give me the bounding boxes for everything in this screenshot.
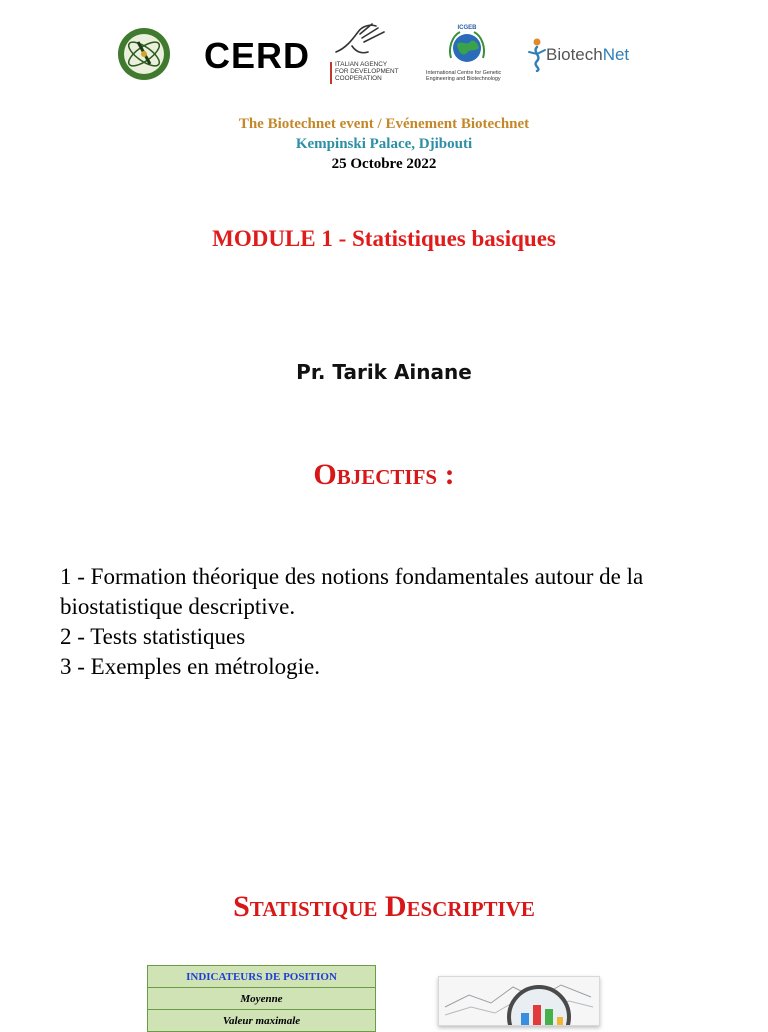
module-title: MODULE 1 - Statistiques basiques xyxy=(212,226,556,251)
italian-agency-logo: ITALIAN AGENCY FOR DEVELOPMENT COOPERATION xyxy=(328,22,398,86)
globe-icon xyxy=(444,22,490,68)
event-date: 25 Octobre 2022 xyxy=(331,156,437,172)
university-emblem-icon xyxy=(116,26,172,82)
icgeb-acronym: ICGEB xyxy=(457,25,477,31)
logo-bar xyxy=(0,20,768,90)
event-location: Kempinski Palace, Djibouti xyxy=(295,136,473,152)
dove-icon xyxy=(332,22,390,60)
position-indicators-table xyxy=(147,965,376,1032)
section-heading: Statistique Descriptive xyxy=(233,890,535,923)
biotechnet-name-b: Net xyxy=(602,45,630,64)
table-header: INDICATEURS DE POSITION xyxy=(148,966,376,988)
event-name: The Biotechnet event / Evénement Biotechnet xyxy=(238,116,530,132)
icgeb-logo: ICGEB International Centre for Genetic Engineering and Biotechnology xyxy=(426,22,510,88)
table-row: Moyenne xyxy=(148,988,376,1010)
magnifier-chart-icon xyxy=(439,977,599,1025)
biotechnet-logo xyxy=(526,38,638,72)
event-info xyxy=(0,114,768,174)
objectives-heading: Objectifs : xyxy=(313,458,455,491)
objectives-list xyxy=(60,562,740,682)
biotechnet-name-a: Biotech xyxy=(546,45,603,64)
table-row: Valeur maximale xyxy=(148,1010,376,1032)
cerd-logo: CERD xyxy=(204,35,311,76)
author-name: Pr. Tarik Ainane xyxy=(296,360,472,384)
magnified-chart-image xyxy=(438,976,600,1026)
person-dna-icon xyxy=(526,38,548,72)
objective-item: 2 - Tests statistiques xyxy=(60,624,246,649)
objective-item: 3 - Exemples en métrologie. xyxy=(60,654,320,679)
objective-item: 1 - Formation théorique des notions fondamentales autour de la biostatistique descriptive. xyxy=(60,564,644,619)
